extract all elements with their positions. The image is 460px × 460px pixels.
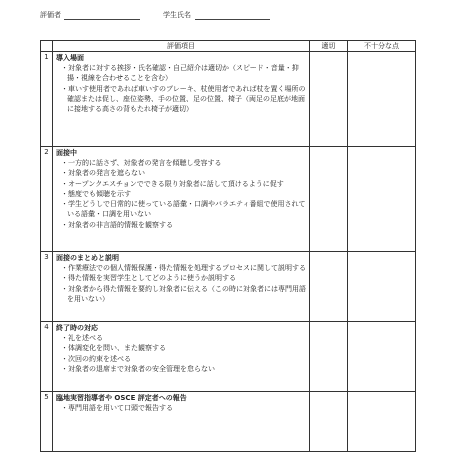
list-item: ・得た情報を実習学生としてどのように使うか説明する: [61, 274, 236, 283]
list-item: ・対象者の非言語的情報を観察する: [61, 220, 173, 229]
section-title: 導入場面: [56, 54, 84, 62]
section-content: [53, 392, 310, 452]
insufficient-notes-cell[interactable]: [348, 52, 416, 147]
list-item: ・オープンクエスチョンでできる限り対象者に話して頂けるように促す: [61, 179, 284, 188]
section-content: [53, 252, 310, 322]
appropriate-check-cell[interactable]: [310, 252, 348, 322]
appropriate-header: 適切: [310, 41, 348, 52]
section-title: 臨地実習指導者や OSCE 評定者への報告: [56, 394, 187, 402]
section-number: 3: [41, 252, 53, 322]
evaluation-table: [40, 40, 416, 452]
section-content: [53, 147, 310, 252]
evaluator-label: 評価者: [40, 11, 61, 19]
number-header: [41, 41, 53, 52]
form-header: [0, 10, 460, 24]
section-number: 4: [41, 322, 53, 392]
section-row-4: [41, 322, 416, 392]
section-title: 終了時の対応: [56, 324, 98, 332]
section-content: [53, 322, 310, 392]
appropriate-check-cell[interactable]: [310, 52, 348, 147]
section-number: 5: [41, 392, 53, 452]
list-item: ・態度でも傾聴を示す: [61, 189, 131, 198]
insufficient-notes-cell[interactable]: [348, 322, 416, 392]
section-title: 面接中: [56, 149, 77, 157]
section-number: 1: [41, 52, 53, 147]
section-number: 2: [41, 147, 53, 252]
appropriate-check-cell[interactable]: [310, 392, 348, 452]
list-item: ・専門用語を用いて口頭で報告する: [61, 404, 173, 412]
evaluator-name-field[interactable]: [64, 19, 140, 20]
student-name-field[interactable]: [195, 19, 270, 20]
insufficient-notes-cell[interactable]: [348, 147, 416, 252]
section-content: [53, 52, 310, 147]
list-item: ・礼を述べる: [61, 334, 103, 342]
section-row-1: [41, 52, 416, 147]
list-item: ・体調変化を問い、また観察する: [61, 344, 166, 353]
section-title: 面接のまとめと説明: [56, 254, 119, 262]
list-item: ・学生どうしで日常的に使っている語彙・口調やバラエティ番組で使用されている語彙・口調を用いない: [61, 200, 306, 219]
insufficient-points-header: 不十分な点: [348, 41, 416, 52]
list-item: ・対象者の発言を遮らない: [61, 169, 145, 178]
list-item: ・対象者から得た情報を要約し対象者に伝える（この時に対象者には専門用語を用いない）: [61, 284, 306, 303]
appropriate-check-cell[interactable]: [310, 322, 348, 392]
appropriate-check-cell[interactable]: [310, 147, 348, 252]
insufficient-notes-cell[interactable]: [348, 252, 416, 322]
list-item: ・作業療法での個人情報保護・得た情報を処理するプロセスに関して説明する: [61, 264, 306, 272]
list-item: ・次回の約束を述べる: [61, 354, 131, 363]
section-row-3: [41, 252, 416, 322]
student-name-label: 学生氏名: [163, 11, 191, 19]
list-item: ・一方的に話さず、対象者の発言を傾聴し受容する: [61, 159, 222, 167]
list-item: ・車いす使用者であれば車いすのブレーキ、杖使用者であれば杖を置く場所の確認または促し、座位姿勢、手の位置、足の位置、椅子（両足の足底が地面に接地する高さの背もたれ椅子が適切）: [61, 84, 306, 114]
section-row-2: [41, 147, 416, 252]
insufficient-notes-cell[interactable]: [348, 392, 416, 452]
list-item: ・対象者の退席まで対象者の安全管理を怠らない: [61, 364, 215, 373]
table-header-row: [41, 41, 416, 52]
list-item: ・対象者に対する挨拶・氏名確認・自己紹介は適切か（スピード・音量・抑揚・視線を合わせることを含む）: [61, 64, 299, 83]
section-row-5: [41, 392, 416, 452]
evaluation-item-header: 評価項目: [53, 41, 310, 52]
